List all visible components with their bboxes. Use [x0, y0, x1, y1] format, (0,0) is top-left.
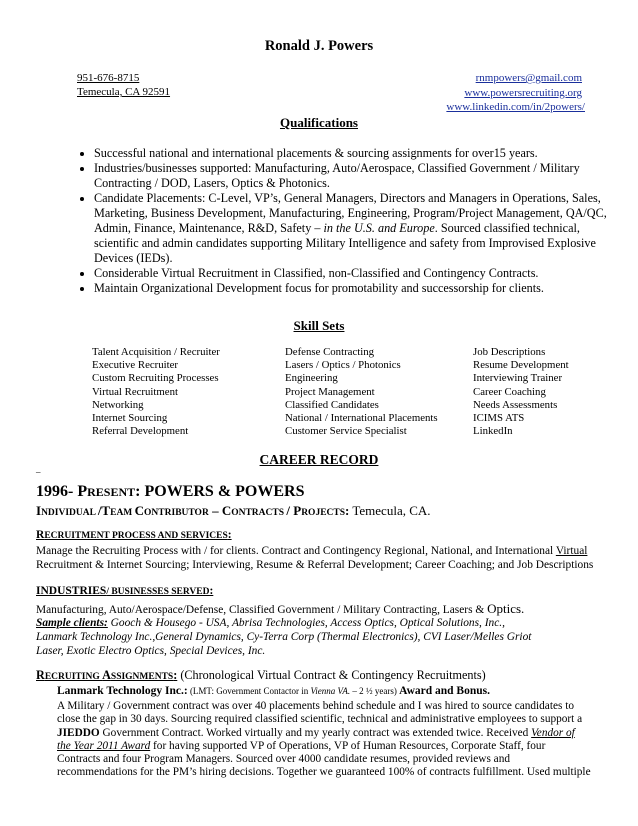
candidate-name: Ronald J. Powers [264, 38, 374, 54]
description-line: close the gap in 30 days. Sourcing required classified scientific, technical and administrative employees to support a [57, 713, 583, 726]
skill-item: Defense Contracting [285, 346, 375, 358]
paragraph-mark: ​_ [36, 464, 41, 474]
skill-item: Engineering [285, 372, 338, 385]
qualifications-list [60, 146, 614, 296]
recruitment-line-2: Recruitment & Internet Sourcing; Interviewing, Resume & Referral Development; Career Coaching; and Job Descriptions [36, 559, 594, 571]
email-link[interactable]: rnmpowers@gmail.com [475, 72, 582, 84]
qualification-item: • Candidate Placements: C-Level, VP’s, General Managers, Directors and Managers in Operations, Sales, Marketing, Business Development, Manufacturing, Engineering, Program/Project Management, QA/QC, Admin, Finance, Maintenance, R&D, Safety – in the U.S. and Europe. Sourced classified technical, scientific and admin candidates supporting Military Intelligence and safety from Improvised Explosive Devices (IEDs). [94, 191, 614, 266]
qualification-item: • Considerable Virtual Recruitment in Classified, non-Classified and Contingency Contracts. [94, 266, 614, 281]
recruitment-services-heading: RECRUITMENT PROCESS AND SERVICES: [36, 529, 232, 541]
description-line: the Year 2011 Award for having supported VP of Operations, VP of Human Resources, Corporate Staff, four [57, 739, 546, 752]
skill-item: ICIMS ATS [473, 412, 525, 425]
skill-item: Custom Recruiting Processes [92, 372, 219, 385]
skill-sets-heading: Skill Sets [293, 318, 345, 333]
clients-line-2: Lanmark Technology Inc.,General Dynamics, Cy-Terra Corp (Thermal Electronics), CVI Laser/Melles Griot [36, 631, 532, 643]
skill-item: Resume Development [473, 359, 569, 372]
recruitment-line-1: Manage the Recruiting Process with / for clients. Contract and Contingency Regional, National, and International Virtual [36, 545, 588, 557]
qualification-item: • Maintain Organizational Development focus for promotability and successorship for clients. [94, 281, 614, 296]
clients-line-3: Laser, Exotic Electro Optics, Special Devices, Inc. [36, 645, 266, 657]
skill-item: Executive Recruiter [92, 359, 179, 372]
lanmark-header: Lanmark Technology Inc.: (LMT: Government Contactor in Vienna VA. – 2 ½ years) Award and Bonus. [57, 685, 490, 697]
skill-item: Customer Service Specialist [285, 425, 407, 438]
career-record-heading: CAREER RECORD [259, 452, 379, 467]
skills-column-3 [473, 346, 569, 438]
skill-item: LinkedIn [473, 425, 513, 438]
description-line: Contracts and four Program Managers. Sourced over 4000 candidate resumes, provided reviews and [57, 753, 510, 766]
skill-item: Lasers / Optics / Photonics [285, 359, 401, 372]
skill-item: Project Management [285, 385, 375, 398]
skill-item: Classified Candidates [285, 398, 379, 411]
role-subtitle: INDIVIDUAL /TEAM CONTRIBUTOR – CONTRACTS / PROJECTS: Temecula, CA. [36, 503, 431, 518]
skill-item: Internet Sourcing [92, 412, 168, 425]
role-title: 1996- PRESENT: POWERS & POWERS [36, 483, 305, 500]
qualification-item: • Successful national and international placements & sourcing assignments for over15 years. [94, 146, 614, 161]
skill-item: Virtual Recruitment [92, 385, 179, 398]
description-line: A Military / Government contract was over 40 placements behind schedule and I was hired to source candidates to [57, 700, 574, 712]
lanmark-description [57, 700, 627, 780]
description-line: JIEDDO Government Contract. Worked virtually and my yearly contract was extended twice. Received Vendor of [57, 726, 575, 739]
skill-item: Talent Acquisition / Recruiter [92, 346, 220, 358]
clients-line-1: Sample clients: Gooch & Housego - USA, Abrisa Technologies, Access Optics, Optical Solutions, Inc., [36, 617, 505, 629]
skill-item: Interviewing Trainer [473, 372, 563, 385]
skill-item: Career Coaching [473, 385, 546, 398]
phone-number[interactable]: 951-676-8715 [77, 72, 140, 84]
qualifications-heading: Qualifications [279, 115, 358, 130]
qualification-item: • Industries/businesses supported: Manufacturing, Auto/Aerospace, Classified Government / Military Contracting / DOD, Lasers, Optics & Photonics. [94, 161, 614, 191]
skill-item: Job Descriptions [473, 346, 546, 358]
recruiting-assignments-heading: RECRUITING ASSIGNMENTS: (Chronological Virtual Contract & Contingency Recruitments) [36, 668, 486, 682]
skill-item: Networking [92, 398, 144, 411]
website-link[interactable]: www.powersrecruiting.org [464, 87, 582, 99]
location: Temecula, CA 92591 [77, 86, 171, 98]
skills-column-1 [92, 346, 220, 438]
industries-heading: INDUSTRIES/ BUSINESSES SERVED: [36, 585, 214, 597]
industries-line: Manufacturing, Auto/Aerospace/Defense, Classified Government / Military Contracting, Lasers & Optics. [36, 601, 525, 616]
skill-item: Referral Development [92, 425, 189, 438]
skill-item: National / International Placements [285, 412, 438, 425]
linkedin-link[interactable]: www.linkedin.com/in/2powers/ [446, 101, 585, 113]
skills-column-2 [285, 346, 438, 438]
description-line: recommendations for the PM’s hiring decisions. Together we guaranteed 100% of contracts fulfillment. Used multiple [57, 766, 591, 779]
skill-item: Needs Assessments [473, 398, 558, 411]
